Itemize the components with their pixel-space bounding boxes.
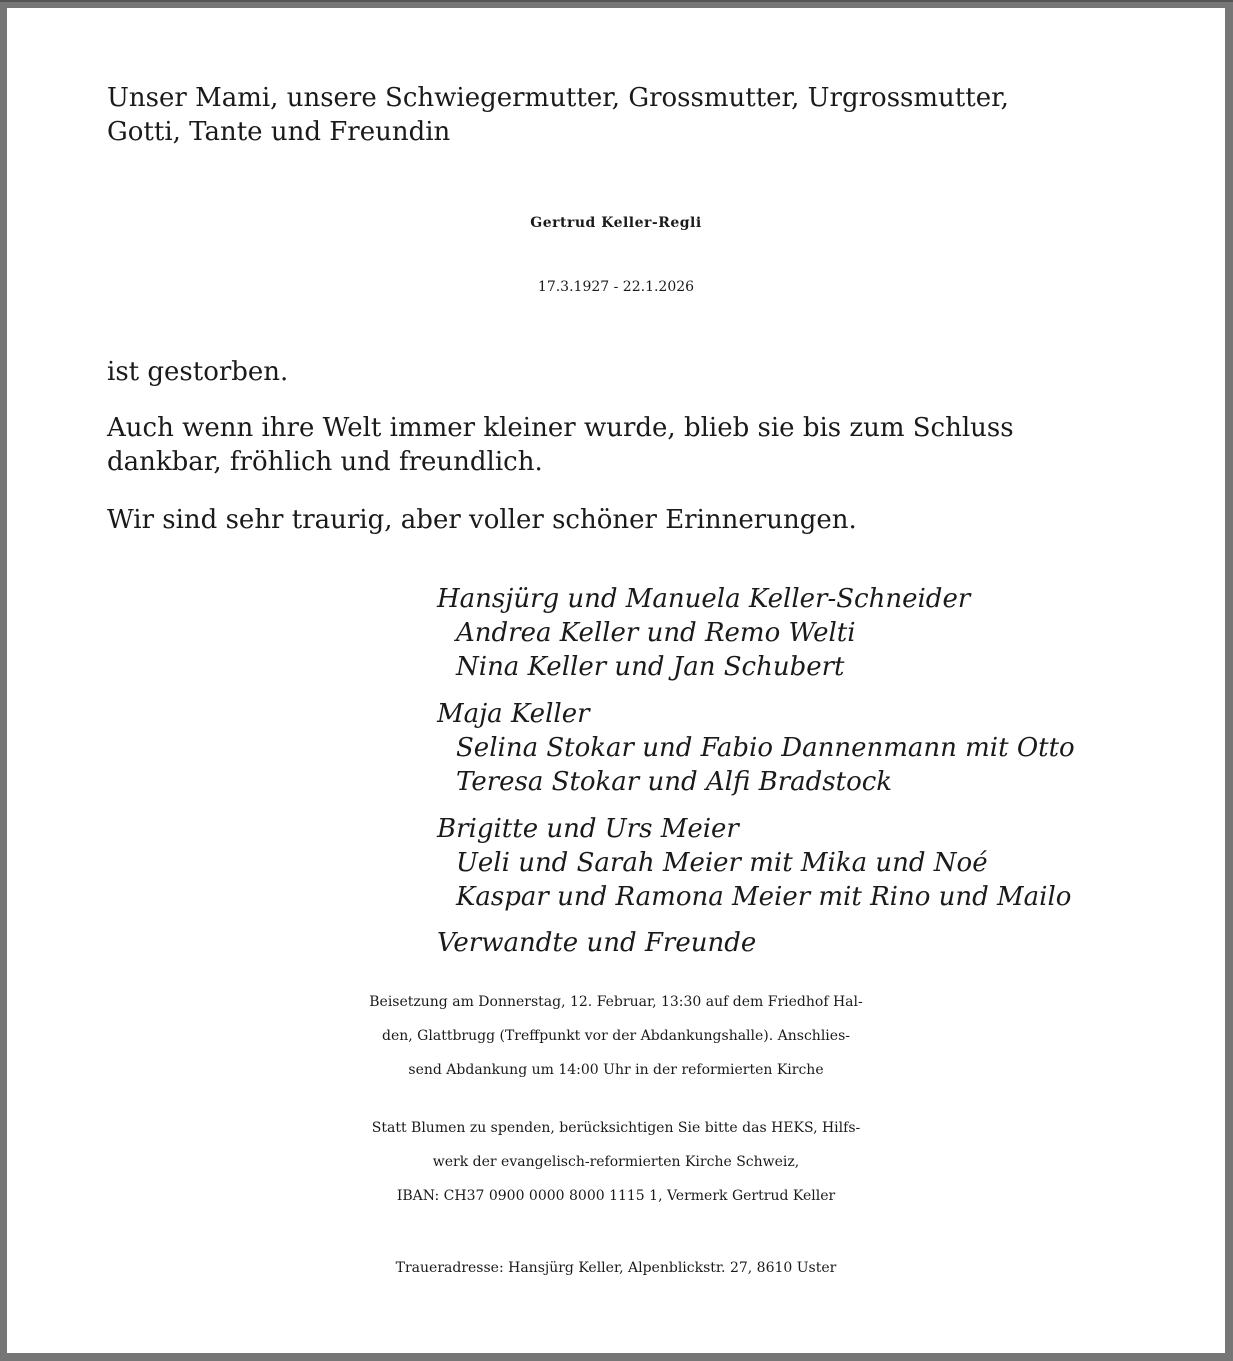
family-group <box>437 697 1075 799</box>
family-head: Hansjürg und Manuela Keller-Schneider <box>437 584 971 614</box>
mourning-address: Traueradresse: Hansjürg Keller, Alpenblickstr. 27, 8610 Uster <box>395 1260 837 1276</box>
family-group <box>437 812 1071 914</box>
funeral-line: Beisetzung am Donnerstag, 12. Februar, 13:30 auf dem Friedhof Hal- <box>369 994 863 1010</box>
family-member: Andrea Keller und Remo Welti <box>456 618 856 648</box>
donation-info <box>7 1111 1225 1213</box>
funeral-line: send Abdankung um 14:00 Uhr in der reformierten Kirche <box>408 1062 824 1078</box>
family-head: Brigitte und Urs Meier <box>437 814 739 844</box>
intro-line: Unser Mami, unsere Schwiegermutter, Grossmutter, Urgrossmutter, <box>107 83 1009 113</box>
family-member: Kaspar und Ramona Meier mit Rino und Mailo <box>456 882 1072 912</box>
donation-line: IBAN: CH37 0900 0000 8000 1115 1, Vermerk Gertrud Keller <box>396 1188 836 1204</box>
intro-line: Gotti, Tante und Freundin <box>107 117 451 147</box>
text-line: dankbar, fröhlich und freundlich. <box>107 447 543 477</box>
died-text: ist gestorben. <box>107 357 289 387</box>
family-member: Teresa Stokar und Alfi Bradstock <box>456 767 893 797</box>
family-group <box>437 926 756 960</box>
family-group <box>437 582 970 684</box>
donation-line: werk der evangelisch-reformierten Kirche Schweiz, <box>432 1154 800 1170</box>
obituary-page <box>7 8 1225 1353</box>
family-member: Selina Stokar und Fabio Dannenmann mit Otto <box>456 733 1075 763</box>
memory-text <box>107 411 1014 479</box>
donation-line: Statt Blumen zu spenden, berücksichtigen Sie bitte das HEKS, Hilfs- <box>371 1120 861 1136</box>
family-member: Ueli und Sarah Meier mit Mika und Noé <box>456 848 988 878</box>
funeral-info <box>7 985 1225 1087</box>
deceased-name: Gertrud Keller-Regli <box>530 215 702 231</box>
frame-edge <box>0 0 1233 2</box>
funeral-line: den, Glattbrugg (Treffpunkt vor der Abdankungshalle). Anschlies- <box>382 1028 850 1044</box>
text-line: Auch wenn ihre Welt immer kleiner wurde, blieb sie bis zum Schluss <box>107 413 1014 443</box>
family-member: Nina Keller und Jan Schubert <box>456 652 845 682</box>
life-dates: 17.3.1927 - 22.1.2026 <box>537 279 695 295</box>
family-head: Verwandte und Freunde <box>437 928 757 958</box>
family-head: Maja Keller <box>437 699 590 729</box>
intro <box>107 81 1009 149</box>
sad-text: Wir sind sehr traurig, aber voller schöner Erinnerungen. <box>107 505 857 535</box>
